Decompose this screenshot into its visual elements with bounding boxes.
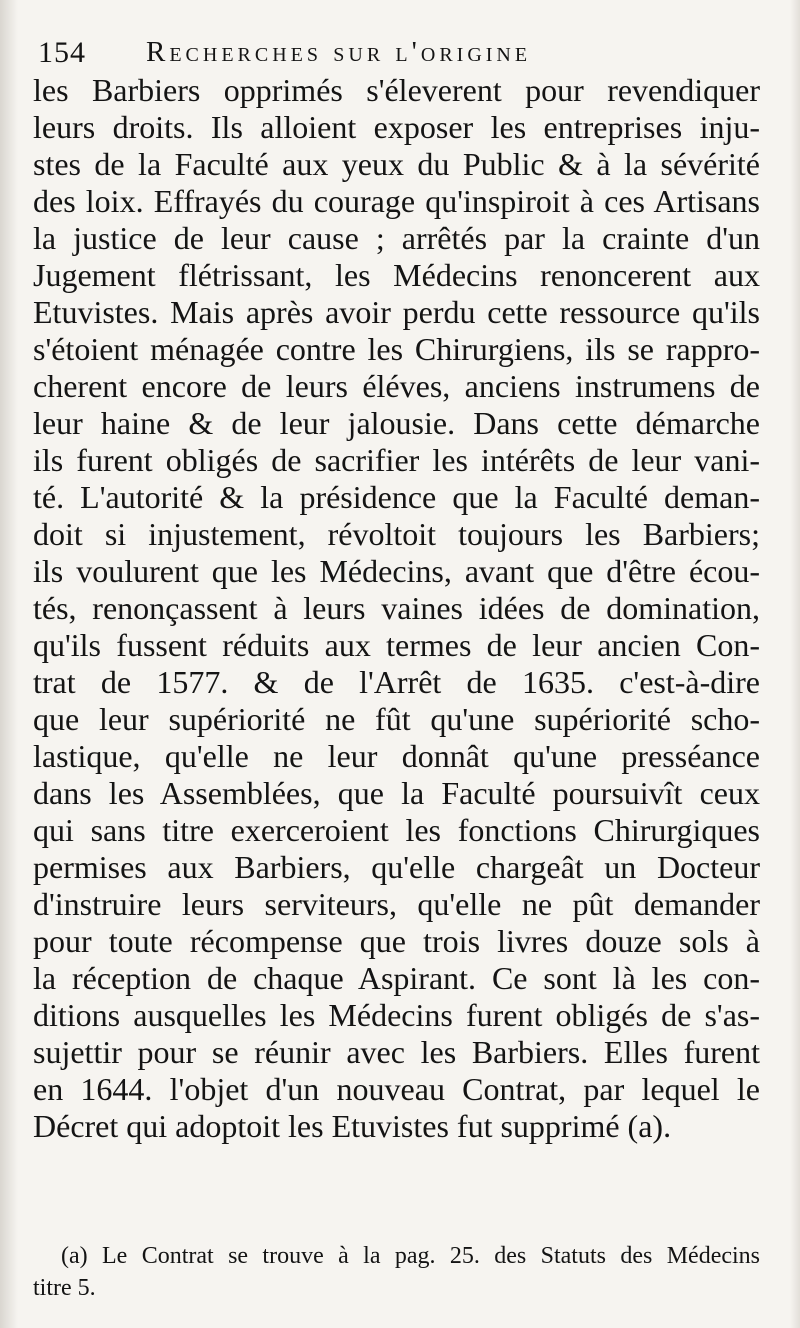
body-text xyxy=(33,72,760,1145)
text-line: ils voulurent que les Médecins, avant que d'être écou- xyxy=(33,553,760,589)
text-line: leur haine & de leur jalousie. Dans cette démarche xyxy=(33,405,760,441)
text-line: tés, renonçassent à leurs vaines idées de domination, xyxy=(33,590,760,626)
text-line: té. L'autorité & la présidence que la Faculté deman- xyxy=(33,479,760,515)
text-line: permises aux Barbiers, qu'elle chargeât un Docteur xyxy=(33,849,760,885)
text-line: que leur supériorité ne fût qu'une supériorité scho- xyxy=(33,701,760,737)
text-line: cherent encore de leurs éléves, anciens instrumens de xyxy=(33,368,760,404)
text-line: trat de 1577. & de l'Arrêt de 1635. c'est-à-dire xyxy=(33,664,760,700)
text-line: en 1644. l'objet d'un nouveau Contrat, par lequel le xyxy=(33,1071,760,1107)
text-line: des loix. Effrayés du courage qu'inspiroit à ces Artisans xyxy=(33,183,760,219)
text-line: dans les Assemblées, que la Faculté poursuivît ceux xyxy=(33,775,760,811)
page-number: 154 xyxy=(38,36,86,69)
text-line: lastique, qu'elle ne leur donnât qu'une presséance xyxy=(33,738,760,774)
text-line: pour toute récompense que trois livres douze sols à xyxy=(33,923,760,959)
text-line: ils furent obligés de sacrifier les intérêts de leur vani- xyxy=(33,442,760,478)
text-line: les Barbiers opprimés s'éleverent pour revendiquer xyxy=(33,72,760,108)
running-title: Recherches sur l'origine xyxy=(146,36,532,68)
footnote-line: titre 5. xyxy=(33,1275,96,1301)
text-line: Etuvistes. Mais après avoir perdu cette ressource qu'ils xyxy=(33,294,760,330)
text-line: doit si injustement, révoltoit toujours les Barbiers; xyxy=(33,516,760,552)
page-header xyxy=(38,32,758,72)
text-line: ditions ausquelles les Médecins furent obligés de s'as- xyxy=(33,997,760,1033)
text-line: la justice de leur cause ; arrêtés par la crainte d'un xyxy=(33,220,760,256)
text-line: s'étoient ménagée contre les Chirurgiens, ils se rappro- xyxy=(33,331,760,367)
text-line: stes de la Faculté aux yeux du Public & à la sévérité xyxy=(33,146,760,182)
footnote-line: (a) Le Contrat se trouve à la pag. 25. des Statuts des Médecins xyxy=(61,1243,760,1269)
text-line: leurs droits. Ils alloient exposer les entreprises inju- xyxy=(33,109,760,145)
text-line: Jugement flétrissant, les Médecins renoncerent aux xyxy=(33,257,760,293)
text-line: qu'ils fussent réduits aux termes de leur ancien Con- xyxy=(33,627,760,663)
footnote xyxy=(33,1240,760,1304)
text-line: la réception de chaque Aspirant. Ce sont là les con- xyxy=(33,960,760,996)
text-line: sujettir pour se réunir avec les Barbiers. Elles furent xyxy=(33,1034,760,1070)
text-line: Décret qui adoptoit les Etuvistes fut supprimé (a). xyxy=(33,1108,672,1144)
text-line: qui sans titre exerceroient les fonctions Chirurgiques xyxy=(33,812,760,848)
text-line: d'instruire leurs serviteurs, qu'elle ne pût demander xyxy=(33,886,760,922)
